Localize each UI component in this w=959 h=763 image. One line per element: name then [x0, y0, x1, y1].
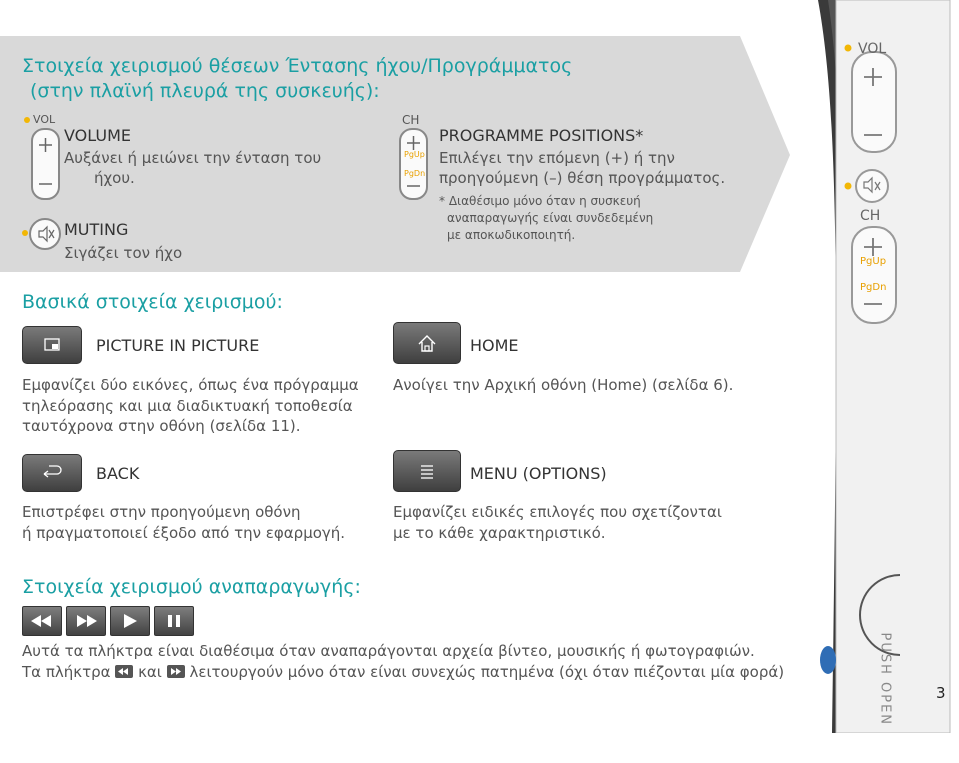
basic-controls-heading: Βασικά στοιχεία χειρισμού: — [22, 291, 283, 313]
volume-rocker-icon — [31, 128, 60, 200]
remote-vol-label: VOL — [858, 41, 887, 57]
muting-title: MUTING — [64, 220, 129, 239]
remote-ch-label: CH — [860, 208, 881, 224]
push-open-label: PUSH OPEN — [877, 632, 893, 727]
pip-desc-1: Εμφανίζει δύο εικόνες, όπως ένα πρόγραμμα — [22, 376, 359, 394]
fast-forward-icon — [66, 606, 106, 636]
pgdn-label: PgDn — [404, 169, 426, 178]
rewind-icon — [22, 606, 62, 636]
programme-desc-1: Επιλέγει την επόμενη (+) ή την — [439, 149, 675, 167]
menu-button-icon — [393, 450, 461, 492]
home-label: HOME — [470, 336, 519, 355]
back-label: BACK — [96, 464, 140, 483]
remote-pgup-label: PgUp — [860, 256, 887, 267]
mute-icon — [29, 218, 61, 250]
playback-desc-1: Αυτά τα πλήκτρα είναι διαθέσιμα όταν αναπαράγονται αρχεία βίντεο, μουσικής ή φωτογραφιών. — [22, 642, 755, 660]
programme-note-3: με αποκωδικοποιητή. — [447, 228, 576, 242]
back-desc-1: Επιστρέφει στην προηγούμενη οθόνη — [22, 503, 301, 521]
muting-desc: Σιγάζει τον ήχο — [64, 244, 183, 262]
playback-desc-2a: Τα πλήκτρα — [22, 663, 111, 681]
menu-desc-1: Εμφανίζει ειδικές επιλογές που σχετίζονται — [393, 503, 722, 521]
remote-body-illustration — [800, 0, 959, 733]
playback-desc-2 — [22, 662, 784, 683]
page-number: 3 — [936, 684, 946, 702]
programme-title: PROGRAMME POSITIONS* — [439, 126, 644, 145]
ch-icon-label: CH — [402, 113, 420, 127]
menu-label: MENU (OPTIONS) — [470, 464, 607, 483]
channel-rocker-icon — [399, 128, 428, 200]
programme-desc-2: προηγούμενη (–) θέση προγράμματος. — [439, 169, 726, 187]
indicator-dot — [22, 230, 28, 236]
pip-desc-2: τηλεόρασης και μια διαδικτυακή τοποθεσία — [22, 397, 353, 415]
playback-desc-2c: λειτουργούν μόνο όταν είναι συνεχώς πατημένα (όχι όταν πιέζονται μία φορά) — [189, 663, 785, 681]
home-desc: Ανοίγει την Αρχική οθόνη (Home) (σελίδα 6). — [393, 376, 734, 394]
rewind-inline-icon — [115, 665, 133, 678]
pgup-label: PgUp — [404, 150, 425, 159]
pip-button-icon — [22, 326, 82, 364]
volume-title: VOLUME — [64, 126, 131, 145]
programme-note-1: * Διαθέσιμο μόνο όταν η συσκευή — [439, 194, 641, 208]
play-icon — [110, 606, 150, 636]
indicator-dot — [24, 117, 30, 123]
playback-heading: Στοιχεία χειρισμού αναπαραγωγής: — [22, 576, 361, 598]
vol-icon-label: VOL — [33, 113, 56, 126]
back-desc-2: ή πραγματοποιεί έξοδο από την εφαρμογή. — [22, 524, 346, 542]
fast-forward-inline-icon — [167, 665, 185, 678]
programme-note-2: αναπαραγωγής είναι συνδεδεμένη — [447, 211, 654, 225]
header-title: Στοιχεία χειρισμού θέσεων Έντασης ήχου/Προγράμματος — [22, 55, 573, 77]
playback-desc-2b: και — [138, 663, 162, 681]
home-button-icon — [393, 322, 461, 364]
volume-desc-1: Αυξάνει ή μειώνει την ένταση του — [64, 149, 322, 167]
header-subtitle: (στην πλαϊνή πλευρά της συσκευής): — [30, 80, 380, 102]
pip-label: PICTURE IN PICTURE — [96, 336, 260, 355]
pip-desc-3: ταυτόχρονα στην οθόνη (σελίδα 11). — [22, 417, 301, 435]
back-button-icon — [22, 454, 82, 492]
pause-icon — [154, 606, 194, 636]
menu-desc-2: με το κάθε χαρακτηριστικό. — [393, 524, 606, 542]
remote-pgdn-label: PgDn — [860, 282, 887, 293]
volume-desc-2: ήχου. — [94, 169, 135, 187]
